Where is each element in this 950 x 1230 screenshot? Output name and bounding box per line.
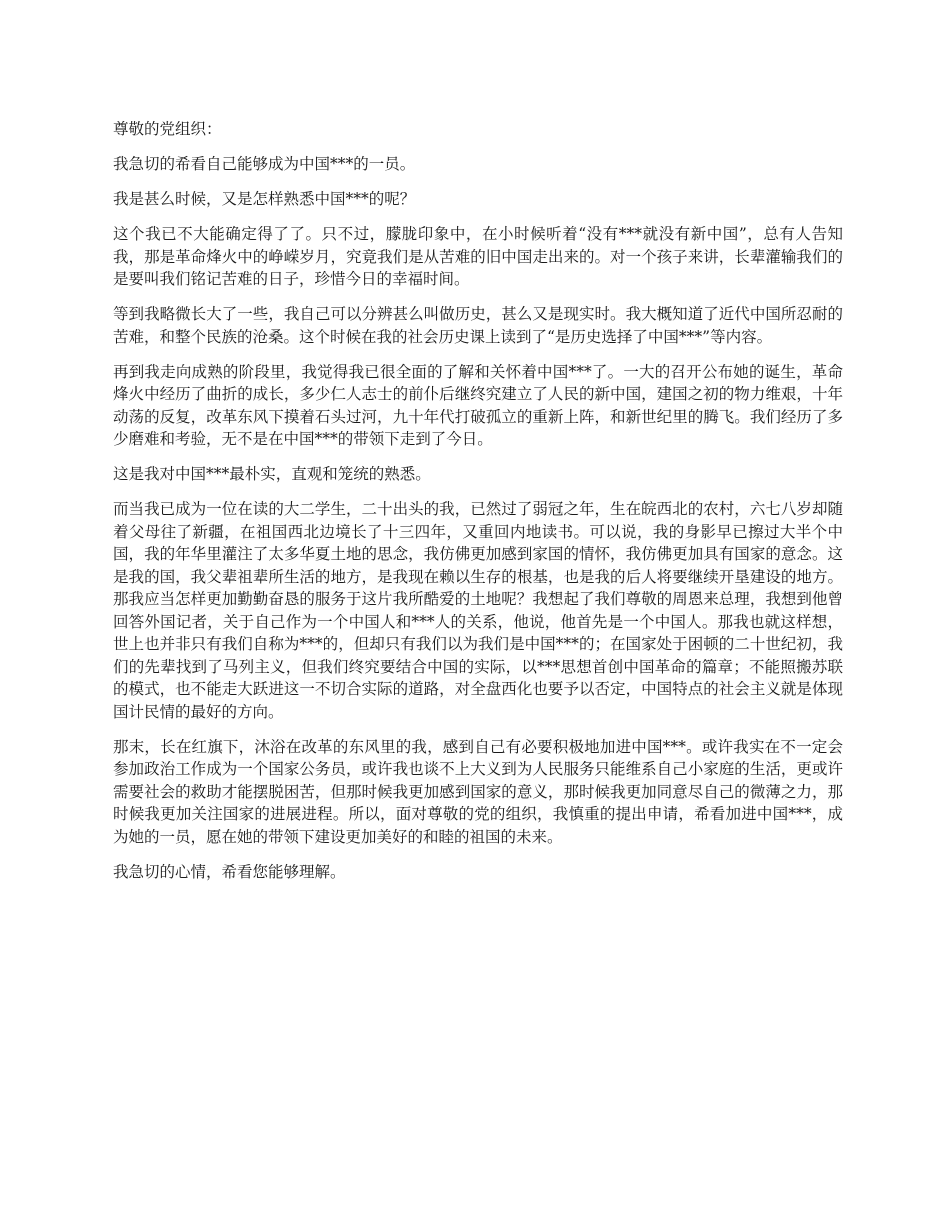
letter-body xyxy=(113,118,843,896)
paragraph: 而当我已成为一位在读的大二学生，二十出头的我，已然过了弱冠之年，生在皖西北的农村，六七八岁却随着父母往了新疆，在祖国西北边境长了十三四年，又重回内地读书。可以说，我的身影早已擦过大半个中国，我的年华里灌注了太多华夏土地的思念，我仿佛更加感到家国的情怀，我仿佛更加具有国家的意念。这是我的国，我父辈祖辈所生活的地方，是我现在赖以生存的根基，也是我的后人将要继续开垦建设的地方。那我应当怎样更加勤勤奋恳的服务于这片我所酷爱的土地呢？我想起了我们尊敬的周恩来总理，我想到他曾回答外国记者，关于自己作为一个中国人和***人的关系，他说，他首先是一个中国人。那我也就这样想，世上也并非只有我们自称为***的，但却只有我们以为我们是中国***的；在国家处于困顿的二十世纪初，我们的先辈找到了马列主义，但我们终究要结合中国的实际，以***思想首创中国革命的篇章；不能照搬苏联的模式，也不能走大跃进这一不切合实际的道路，对全盘西化也要予以否定，中国特点的社会主义就是体现国计民情的最好的方向。 xyxy=(113,500,843,721)
paragraph: 我急切的希看自己能够成为中国***的一员。 xyxy=(113,155,416,173)
salutation: 尊敬的党组织： xyxy=(113,120,222,138)
closing-line: 我急切的心情，希看您能够理解。 xyxy=(113,862,346,881)
paragraph: 这是我对中国***最朴实，直观和笼统的熟悉。 xyxy=(113,465,431,483)
paragraph: 我是甚么时候，又是怎样熟悉中国***的呢？ xyxy=(113,190,416,208)
paragraph: 这个我已不大能确定得了了。只不过，朦胧印象中，在小时候听着“没有***就没有新中国”，总有人告知我，那是革命烽火中的峥嵘岁月，究竟我们是从苦难的旧中国走出来的。对一个孩子来讲，长辈灌输我们的是要叫我们铭记苦难的日子，珍惜今日的幸福时间。 xyxy=(113,225,843,288)
paragraph: 那末，长在红旗下，沐浴在改革的东风里的我，感到自己有必要积极地加进中国***。或许我实在不一定会参加政治工作成为一个国家公务员，或许我也谈不上大义到为人民服务只能维系自己小家庭的生活，更或许需要社会的救助才能摆脱困苦，但那时候我更加感到国家的意义，那时候我更加同意尽自己的微薄之力，那时候我更加关注国家的进展进程。所以，面对尊敬的党的组织，我慎重的提出申请，希看加进中国***，成为她的一员，愿在她的带领下建设更加美好的和睦的祖国的未来。 xyxy=(113,737,843,846)
paragraph: 等到我略微长大了一些，我自己可以分辨甚么叫做历史，甚么又是现实时。我大概知道了近代中国所忍耐的苦难，和整个民族的沧桑。这个时候在我的社会历史课上读到了“是历史选择了中国***”等内容。 xyxy=(113,305,843,346)
paragraph: 再到我走向成熟的阶段里，我觉得我已很全面的了解和关怀着中国***了。一大的召开公布她的诞生，革命烽火中经历了曲折的成长，多少仁人志士的前仆后继终究建立了人民的新中国，建国之初的物力维艰，十年动荡的反复，改革东风下摸着石头过河，九十年代打破孤立的重新上阵，和新世纪里的腾飞。我们经历了多少磨难和考验，无不是在中国***的带领下走到了今日。 xyxy=(113,362,843,448)
